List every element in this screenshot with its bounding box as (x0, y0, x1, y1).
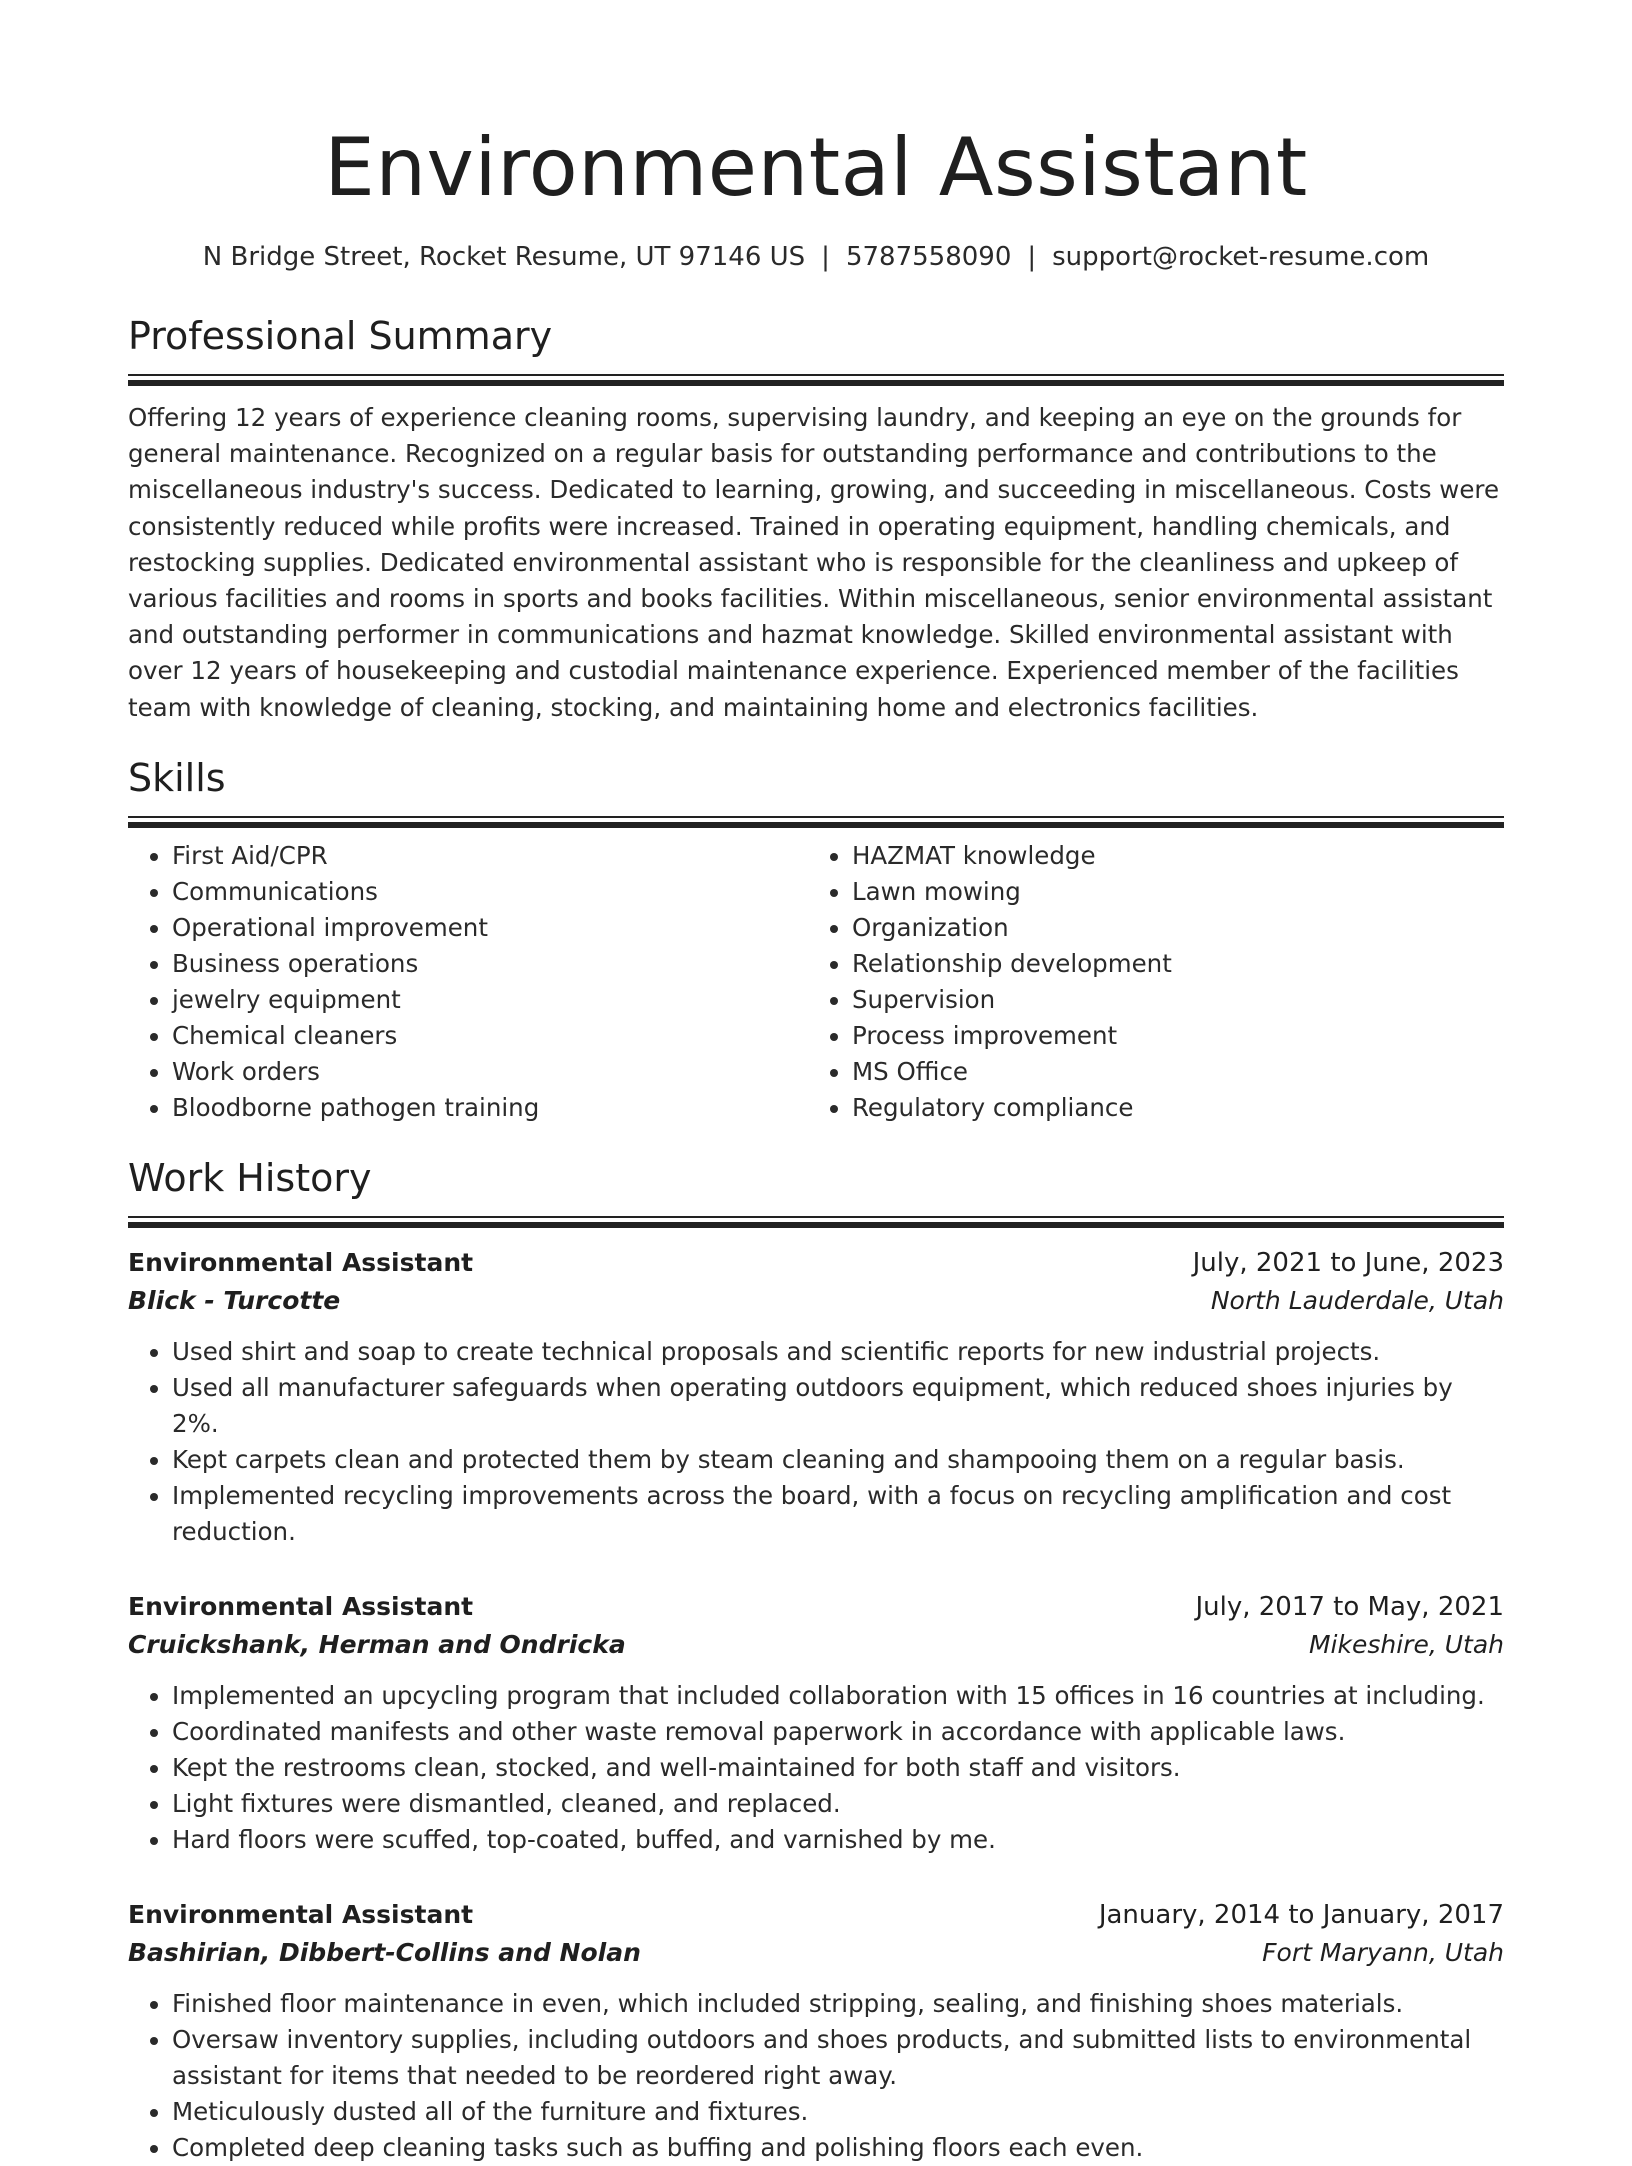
job-location: North Lauderdale, Utah (1210, 1285, 1504, 1315)
job-bullet: • Oversaw inventory supplies, including outdoors and shoes products, and submitted lists to environmental assistant for items that needed to be reordered right away. (172, 2022, 1504, 2094)
job-bullets (128, 1986, 1504, 2166)
skill-item: • Bloodborne pathogen training (172, 1090, 808, 1126)
section-divider (128, 374, 1504, 382)
job-bullet: • Implemented an upcycling program that included collaboration with 15 offices in 16 countries at including. (172, 1678, 1504, 1714)
job-bullet: • Kept carpets clean and protected them by steam cleaning and shampooing them on a regular basis. (172, 1442, 1504, 1478)
skill-item: • Organization (852, 910, 1488, 946)
job-title: Environmental Assistant (128, 1591, 474, 1621)
job-title: Environmental Assistant (128, 1899, 474, 1929)
job-bullet: • Completed deep cleaning tasks such as buffing and polishing floors each even. (172, 2130, 1504, 2166)
section-divider (128, 816, 1504, 824)
skill-item: • Regulatory compliance (852, 1090, 1488, 1126)
summary-heading: Professional Summary (128, 314, 553, 358)
job-location: Fort Maryann, Utah (1262, 1937, 1504, 1967)
summary-text: Offering 12 years of experience cleaning rooms, supervising laundry, and keeping an eye on the grounds for general maintenance. Recognized on a regular basis for outstanding performance and contributions to the miscellaneous industry's success. Dedicated to learning, growing, and succeeding in miscellaneous. Costs were consistently reduced while profits were increased. Trained in operating equipment, handling chemicals, and restocking supplies. Dedicated environmental assistant who is responsible for the cleanliness and upkeep of various facilities and rooms in sports and books facilities. Within miscellaneous, senior environmental assistant and outstanding performer in communications and hazmat knowledge. Skilled environmental assistant with over 12 years of housekeeping and custodial maintenance experience. Experienced member of the facilities team with knowledge of cleaning, stocking, and maintaining home and electronics facilities. (128, 403, 1500, 722)
resume-name: Environmental Assistant (324, 121, 1308, 214)
job-dates: January, 2014 to January, 2017 (1098, 1899, 1504, 1930)
job-location: Mikeshire, Utah (1308, 1629, 1504, 1659)
skill-item: • Business operations (172, 946, 808, 982)
job-bullets (128, 1678, 1504, 1858)
job-bullet: • Used all manufacturer safeguards when operating outdoors equipment, which reduced shoes injuries by 2%. (172, 1370, 1504, 1442)
skill-item: • Lawn mowing (852, 874, 1488, 910)
job-company: Cruickshank, Herman and Ondricka (128, 1629, 626, 1659)
job-bullet: • Finished floor maintenance in even, which included stripping, sealing, and finishing shoes materials. (172, 1986, 1504, 2022)
skills-column-left (128, 838, 808, 1126)
skill-item: • HAZMAT knowledge (852, 838, 1488, 874)
skills-list (128, 838, 1504, 1126)
skill-item: • Relationship development (852, 946, 1488, 982)
contact-address: N Bridge Street, Rocket Resume, UT 97146 US (202, 242, 806, 272)
job-company: Blick - Turcotte (128, 1285, 341, 1315)
job-bullet: • Implemented recycling improvements across the board, with a focus on recycling amplification and cost reduction. (172, 1478, 1504, 1550)
job-entry (128, 1588, 1504, 1858)
job-bullet: • Light fixtures were dismantled, cleaned, and replaced. (172, 1786, 1504, 1822)
job-dates: July, 2021 to June, 2023 (1192, 1247, 1504, 1278)
job-entry (128, 1244, 1504, 1550)
contact-phone: 5787558090 (845, 242, 1012, 272)
skill-item: • Communications (172, 874, 808, 910)
section-divider (128, 1216, 1504, 1224)
job-bullets (128, 1334, 1504, 1550)
job-bullet: • Used shirt and soap to create technical proposals and scientific reports for new industrial projects. (172, 1334, 1504, 1370)
skill-item: • MS Office (852, 1054, 1488, 1090)
skills-heading: Skills (128, 755, 226, 800)
skill-item: • Process improvement (852, 1018, 1488, 1054)
job-dates: July, 2017 to May, 2021 (1195, 1591, 1504, 1622)
contact-email[interactable]: support@rocket-resume.com (1052, 242, 1430, 272)
resume-page (128, 0, 1504, 2166)
contact-separator: | (821, 242, 830, 272)
work-history-heading: Work History (128, 1155, 372, 1200)
skill-item: • Supervision (852, 982, 1488, 1018)
job-title: Environmental Assistant (128, 1247, 474, 1277)
job-bullet: • Kept the restrooms clean, stocked, and well-maintained for both staff and visitors. (172, 1750, 1504, 1786)
skill-item: • Work orders (172, 1054, 808, 1090)
contact-separator: | (1027, 242, 1037, 272)
job-bullet: • Hard floors were scuffed, top-coated, buffed, and varnished by me. (172, 1822, 1504, 1858)
skill-item: • First Aid/CPR (172, 838, 808, 874)
job-bullet: • Coordinated manifests and other waste removal paperwork in accordance with applicable laws. (172, 1714, 1504, 1750)
skill-item: • Operational improvement (172, 910, 808, 946)
contact-line (128, 240, 1504, 274)
job-company: Bashirian, Dibbert-Collins and Nolan (128, 1937, 641, 1967)
job-entry (128, 1896, 1504, 2166)
skill-item: • jewelry equipment (172, 982, 808, 1018)
job-bullet: • Meticulously dusted all of the furniture and fixtures. (172, 2094, 1504, 2130)
skills-column-right (808, 838, 1488, 1126)
skill-item: • Chemical cleaners (172, 1018, 808, 1054)
